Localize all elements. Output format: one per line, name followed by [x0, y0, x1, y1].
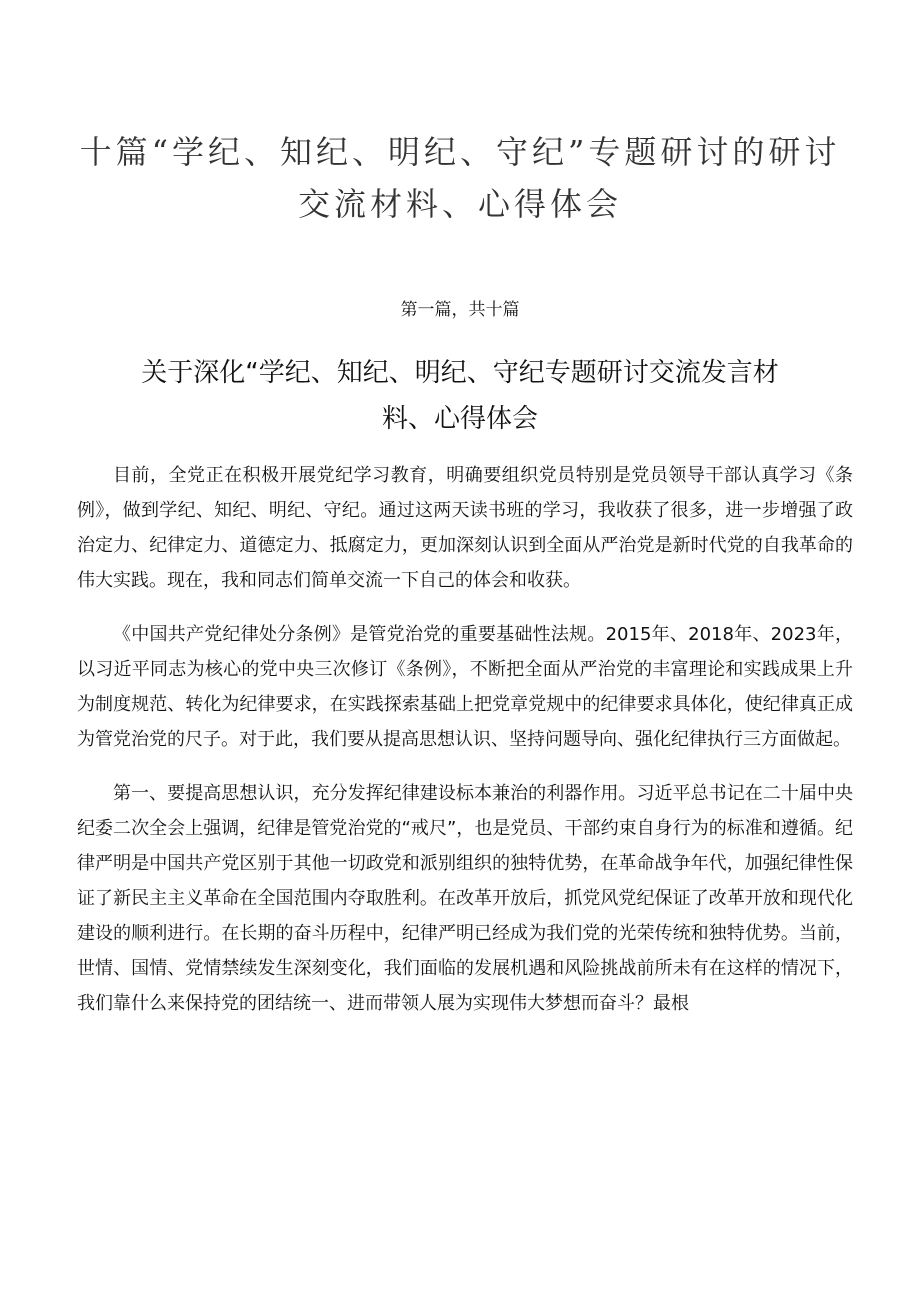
main-title-line-1: 十篇“学纪、知纪、明纪、守纪”专题研讨的研讨	[79, 133, 841, 171]
article-title-line-1: 关于深化“学纪、知纪、明纪、守纪专题研讨交流发言材	[141, 358, 779, 388]
document-main-title	[60, 126, 860, 230]
paragraph-3: 第一、要提高思想认识，充分发挥纪律建设标本兼治的利器作用。习近平总书记在二十届中央纪委二次全会上强调，纪律是管党治党的“戒尺”，也是党员、干部约束自身行为的标准和遵循。纪律严明是中国共产党区别于其他一切政党和派别组织的独特优势，在革命战争年代，加强纪律性保证了新民主主义革命在全国范围内夺取胜利。在改革开放后，抓党风党纪保证了改革开放和现代化建设的顺利进行。在长期的奋斗历程中，纪律严明已经成为我们党的光荣传统和独特优势。当前，世情、国情、党情禁续发生深刻变化，我们面临的发展机遇和风险挑战前所未有在这样的情况下，我们靠什么来保持党的团结统一、进而带领人展为实现伟大梦想而奋斗？最根	[77, 783, 853, 1014]
paragraph-1: 目前，全党正在积极开展党纪学习教育，明确要组织党员特别是党员领导干部认真学习《条例》，做到学纪、知纪、明纪、守纪。通过这两天读书班的学习，我收获了很多，进一步增强了政治定力、纪律定力、道德定力、抵腐定力，更加深刻认识到全面从严治党是新时代党的自我革命的伟大实践。现在，我和同志们简单交流一下自己的体会和收获。	[77, 465, 853, 591]
article-title-line-2: 料、心得体会	[381, 404, 538, 434]
article-title	[80, 350, 840, 442]
body-text	[77, 458, 853, 1040]
paragraph-2: 《中国共产党纪律处分条例》是管党治党的重要基础性法规。2015年、2018年、2023年，以习近平同志为核心的党中央三次修订《条例》，不断把全面从严治党的丰富理论和实践成果上升为制度规范、转化为纪律要求，在实践探索基础上把党章党规中的纪律要求具体化，使纪律真正成为管党治党的尺子。对于此，我们要从提高思想认识、坚持问题导向、强化纪律执行三方面做起。	[77, 624, 853, 750]
section-label: 第一篇，共十篇	[400, 300, 520, 320]
main-title-line-2: 交流材料、心得体会	[297, 185, 622, 223]
